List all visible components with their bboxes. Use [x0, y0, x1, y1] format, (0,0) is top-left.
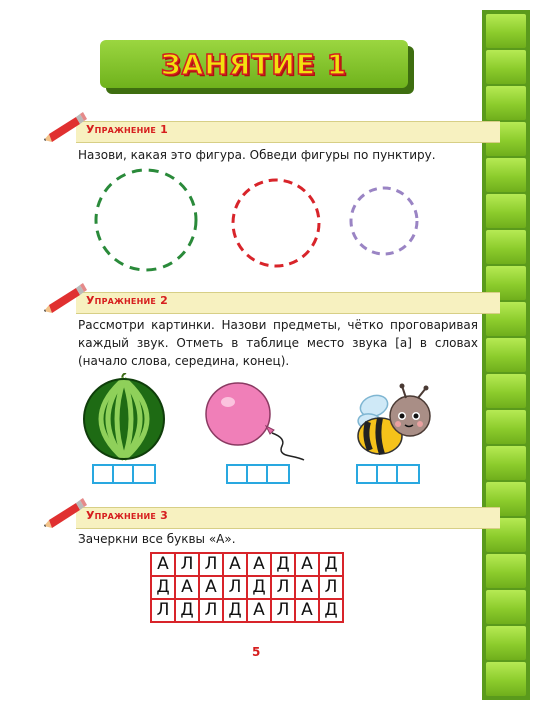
letter-cell[interactable]: Л	[223, 576, 247, 599]
side-tile	[486, 50, 526, 84]
letter-cell[interactable]: Л	[151, 599, 175, 622]
side-tile	[486, 194, 526, 228]
letter-cell[interactable]: А	[295, 576, 319, 599]
side-tile	[486, 86, 526, 120]
side-tile	[486, 14, 526, 48]
exercise-2-header	[40, 289, 460, 319]
letter-cell[interactable]: А	[223, 553, 247, 576]
title-banner	[100, 40, 408, 88]
letter-cell[interactable]: Д	[223, 599, 247, 622]
page-number: 5	[252, 645, 261, 659]
answer-box-middle[interactable]	[248, 466, 268, 482]
letter-cell[interactable]: А	[175, 576, 199, 599]
answer-box-middle[interactable]	[114, 466, 134, 482]
answer-box-middle[interactable]	[378, 466, 398, 482]
letter-grid-row	[151, 599, 343, 622]
letter-cell[interactable]: Д	[247, 576, 271, 599]
letter-grid	[150, 552, 344, 623]
dashed-circle-purple	[347, 184, 421, 258]
page-title: ЗАНЯТИЕ 1	[160, 47, 348, 81]
answer-box-end[interactable]	[398, 466, 418, 482]
answer-boxes-balloon[interactable]	[226, 464, 290, 484]
letter-cell[interactable]: А	[247, 599, 271, 622]
letter-cell[interactable]: Д	[151, 576, 175, 599]
side-tile	[486, 554, 526, 588]
letter-cell[interactable]: Д	[175, 599, 199, 622]
letter-cell[interactable]: А	[295, 599, 319, 622]
answer-box-end[interactable]	[268, 466, 288, 482]
answer-box-start[interactable]	[358, 466, 378, 482]
dashed-circle-red	[229, 176, 323, 270]
pencil-icon	[40, 498, 88, 532]
dashed-circle-green	[92, 166, 200, 274]
exercise-1-header	[40, 118, 460, 148]
exercise-3-label: Упражнение 3	[86, 509, 168, 522]
letter-cell[interactable]: Л	[271, 576, 295, 599]
side-tile	[486, 374, 526, 408]
exercise-1-text: Назови, какая это фигура. Обведи фигуры по пунктиру.	[78, 148, 436, 162]
letter-cell[interactable]: Л	[319, 576, 343, 599]
exercise-1-label: Упражнение 1	[86, 123, 168, 136]
letter-cell[interactable]: А	[247, 553, 271, 576]
side-tile	[486, 410, 526, 444]
letter-cell[interactable]: Л	[199, 553, 223, 576]
bee-image	[350, 380, 442, 466]
side-tile	[486, 230, 526, 264]
letter-grid-row	[151, 576, 343, 599]
pencil-icon	[40, 283, 88, 317]
letter-cell[interactable]: Д	[319, 599, 343, 622]
letter-cell[interactable]: Л	[199, 599, 223, 622]
letter-cell[interactable]: А	[199, 576, 223, 599]
side-decoration-strip	[482, 10, 530, 700]
letter-grid-row	[151, 553, 343, 576]
side-tile	[486, 338, 526, 372]
side-tile	[486, 158, 526, 192]
letter-cell[interactable]: Д	[319, 553, 343, 576]
answer-boxes-bee[interactable]	[356, 464, 420, 484]
side-tile	[486, 446, 526, 480]
side-tile	[486, 590, 526, 624]
watermelon-image	[80, 373, 168, 461]
answer-box-start[interactable]	[228, 466, 248, 482]
exercise-3-text: Зачеркни все буквы «А».	[78, 532, 236, 546]
letter-cell[interactable]: Л	[175, 553, 199, 576]
exercise-2-text: Рассмотри картинки. Назови предметы, чётко проговаривая каждый звук. Отметь в таблице место звука [а] в словах (начало слова, середина, конец).	[78, 318, 478, 368]
side-tile	[486, 662, 526, 696]
letter-cell[interactable]: А	[151, 553, 175, 576]
exercise-2-label: Упражнение 2	[86, 294, 168, 307]
letter-cell[interactable]: Л	[271, 599, 295, 622]
answer-boxes-watermelon[interactable]	[92, 464, 156, 484]
letter-cell[interactable]: Д	[271, 553, 295, 576]
side-tile	[486, 626, 526, 660]
pencil-icon	[40, 112, 88, 146]
letter-cell[interactable]: А	[295, 553, 319, 576]
balloon-image	[200, 378, 312, 468]
answer-box-start[interactable]	[94, 466, 114, 482]
answer-box-end[interactable]	[134, 466, 154, 482]
